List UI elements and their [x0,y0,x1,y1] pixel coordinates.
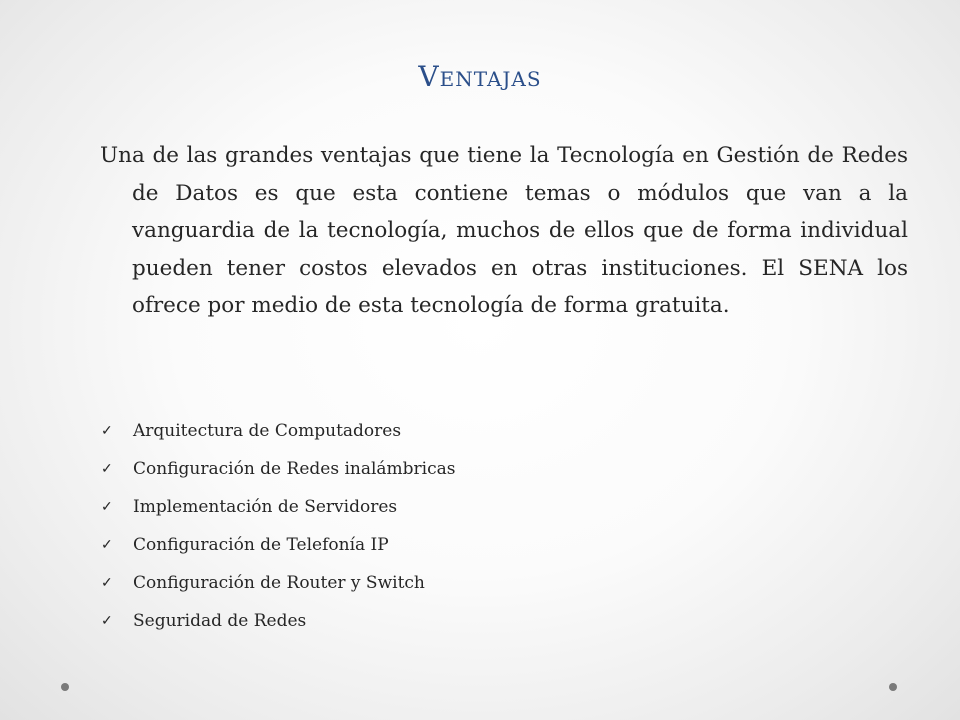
list-item-label: Configuración de Router y Switch [133,573,425,593]
list-item-label: Configuración de Redes inalámbricas [133,459,456,479]
checkmark-icon: ✓ [101,575,113,591]
list-item [100,412,800,450]
list-item-label: Implementación de Servidores [133,497,398,517]
list-item [100,602,800,640]
list-item [100,488,800,526]
slide-title: Ventajas [418,60,542,93]
checkmark-icon: ✓ [101,499,113,515]
decorative-dot-right [889,683,897,691]
body-paragraph: Una de las grandes ventajas que tiene la Tecnología en Gestión de Redes de Datos es que esta contiene temas o módulos que van a la vanguardia de la tecnología, muchos de ellos que de forma individual pueden tener costos elevados en otras instituciones. El SENA los ofrece por medio de esta tecnología de forma gratuita. [100,143,908,318]
list-item-label: Arquitectura de Computadores [133,421,402,441]
checkmark-icon: ✓ [101,613,113,629]
checkmark-icon: ✓ [101,461,113,477]
checkmark-icon: ✓ [101,423,113,439]
list-item-label: Configuración de Telefonía IP [133,535,389,555]
decorative-dot-left [61,683,69,691]
list-item [100,526,800,564]
list-item [100,564,800,602]
list-item-label: Seguridad de Redes [133,611,307,631]
checkmark-icon: ✓ [101,537,113,553]
list-item [100,450,800,488]
module-checklist [100,412,800,640]
